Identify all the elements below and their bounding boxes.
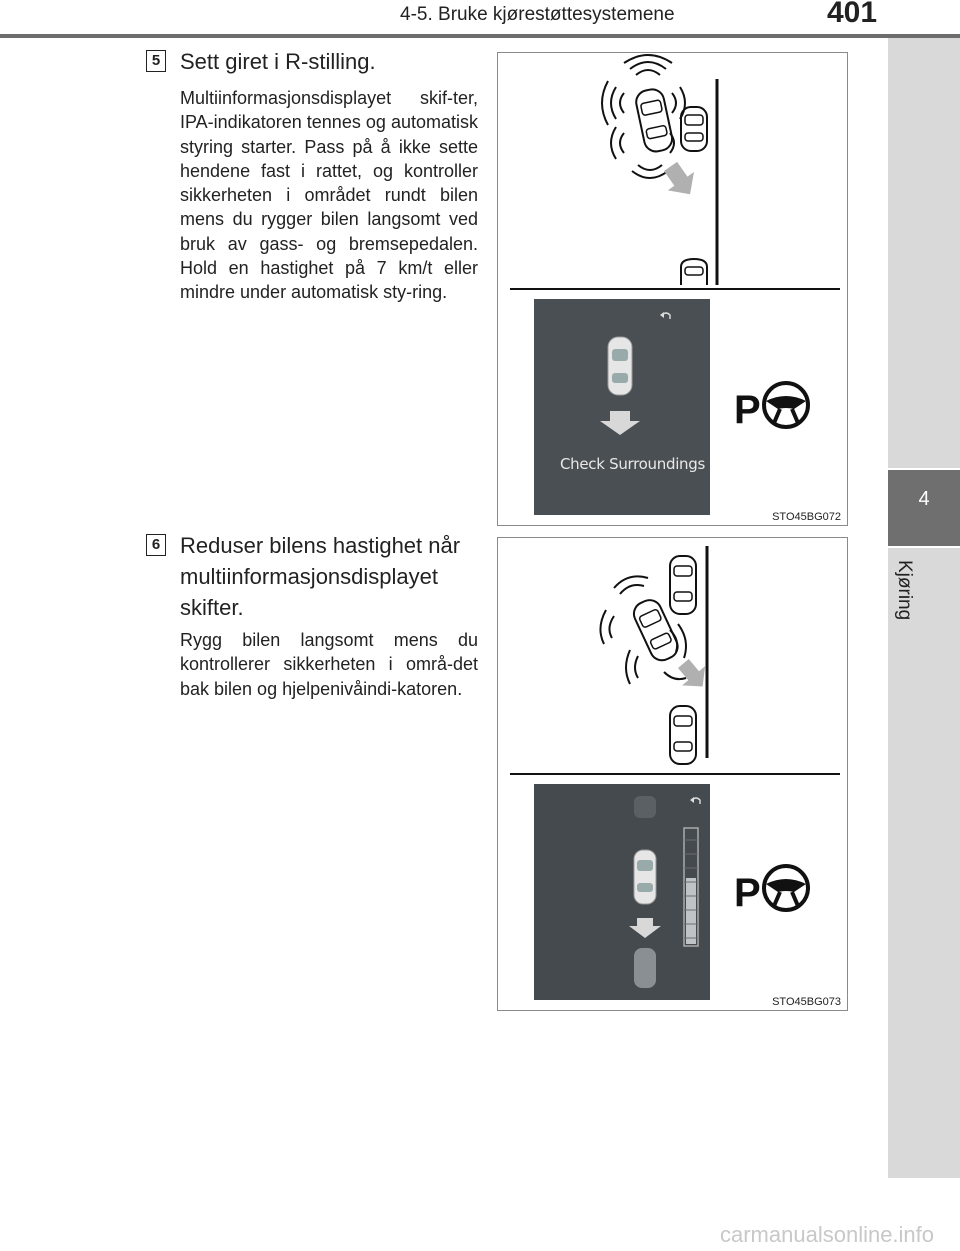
side-tab-segment xyxy=(888,548,960,1178)
display-car-icon xyxy=(608,337,632,395)
display-obstacle-icon xyxy=(634,796,656,818)
ipa-indicator-letter: P xyxy=(734,871,761,915)
watermark: carmanualsonline.info xyxy=(720,1222,935,1247)
illustration-figure xyxy=(497,52,848,526)
step-number-badge: 6 xyxy=(146,534,166,556)
illustration-figure xyxy=(497,537,848,1011)
step-heading: Reduser bilens hastighet når multiinformasjonsdisplayet skifter. xyxy=(180,533,461,620)
page-header xyxy=(0,0,960,36)
figure-code: STO45BG073 xyxy=(772,996,841,1008)
header-rule xyxy=(0,34,960,38)
section-title: 4-5. Bruke kjørestøttesystemene xyxy=(400,4,675,25)
parking-illustration xyxy=(498,538,847,1010)
parked-car-icon xyxy=(670,706,696,764)
display-message: Check Surroundings xyxy=(560,455,706,473)
page-number: 401 xyxy=(827,0,878,29)
chapter-side-tab xyxy=(888,0,960,1251)
display-car-icon xyxy=(634,850,656,904)
ipa-indicator-letter: P xyxy=(734,388,761,432)
step-body: Rygg bilen langsomt mens du kontrollerer sikkerheten i områ-det bak bilen og hjelpenivåindi-katoren. xyxy=(180,630,478,699)
chapter-name: Kjøring xyxy=(894,560,915,621)
direction-arrow-icon xyxy=(657,157,703,203)
step-heading: Sett giret i R-stilling. xyxy=(180,49,376,74)
figure-code: STO45BG072 xyxy=(772,511,841,523)
display-obstacle-icon xyxy=(634,948,656,988)
parked-car-icon xyxy=(681,259,707,285)
chapter-number: 4 xyxy=(918,488,930,510)
parked-car-icon xyxy=(670,556,696,614)
steering-wheel-icon xyxy=(764,866,808,910)
step-number-badge: 5 xyxy=(146,50,166,72)
steering-wheel-icon xyxy=(764,383,808,427)
side-tab-segment xyxy=(888,38,960,468)
step-body: Multiinformasjonsdisplayet skif-ter, IPA-indikatoren tennes og automatisk styring starter. Pass på å ikke sette hendene fast i rattet, og kontroller sikkerheten i området rundt bilen mens du rygger bilen langsomt ved bruk av gass- og bremsepedalen. Hold en hastighet på 7 km/t eller mindre under automatisk sty-ring. xyxy=(180,88,478,303)
reversing-car-icon xyxy=(634,87,674,153)
parked-car-icon xyxy=(681,107,707,151)
multi-info-display xyxy=(534,299,710,515)
